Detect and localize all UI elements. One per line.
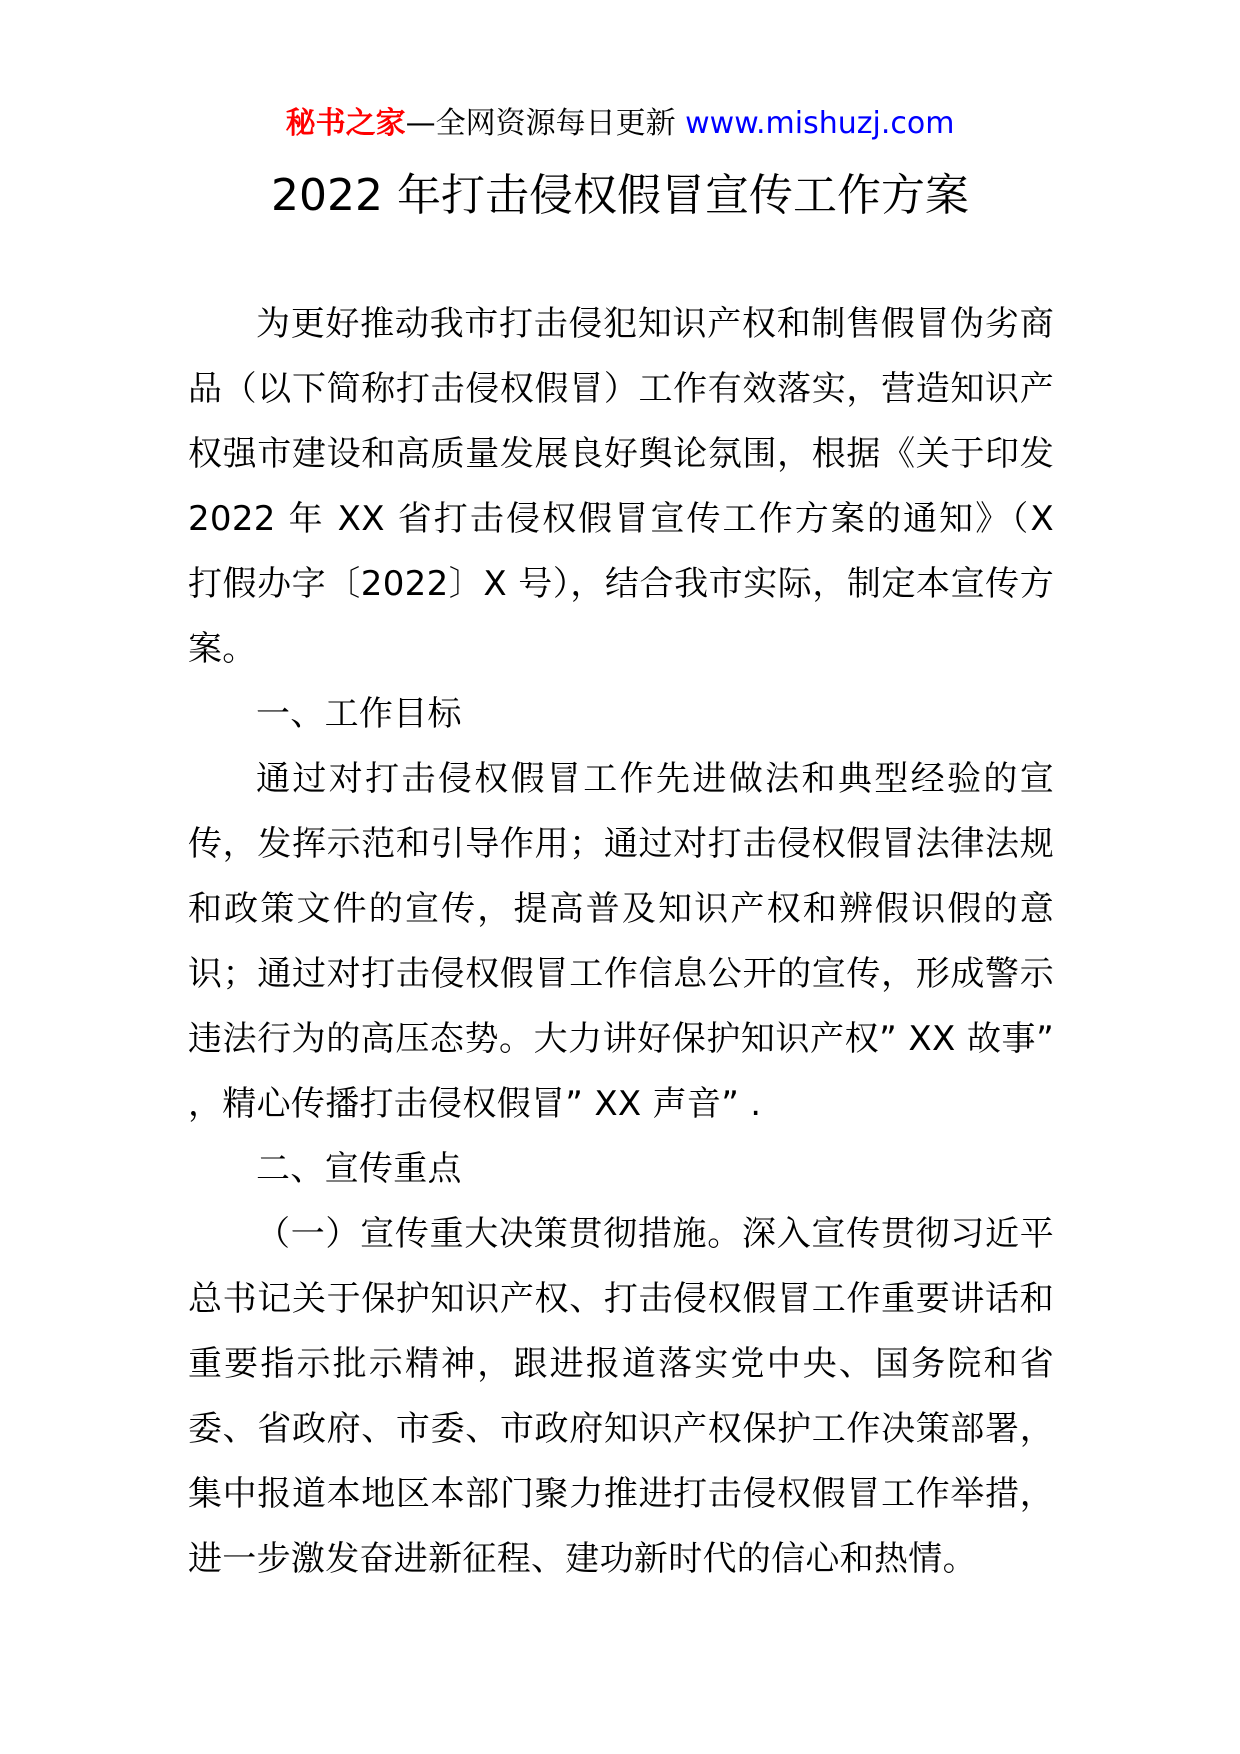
site-url-link[interactable]: www.mishuzj.com — [685, 106, 955, 141]
section-heading-goals: 一、工作目标 — [256, 694, 462, 734]
site-slogan: —全网资源每日更新 — [405, 106, 676, 141]
section-heading-focus: 二、宣传重点 — [256, 1149, 462, 1189]
document-body — [188, 292, 1054, 1592]
goals-paragraph: 通过对打击侵权假冒工作先进做法和典型经验的宣传，发挥示范和引导作用；通过对打击侵权假冒法律法规和政策文件的宣传，提高普及知识产权和辨假识假的意识；通过对打击侵权假冒工作信息公开的宣传，形成警示违法行为的高压态势。大力讲好保护知识产权” XX 故事” ，精心传播打击侵权假冒” XX 声音” . — [188, 759, 1054, 1124]
intro-paragraph: 为更好推动我市打击侵犯知识产权和制售假冒伪劣商品（以下简称打击侵权假冒）工作有效落实，营造知识产权强市建设和高质量发展良好舆论氛围，根据《关于印发 2022 年 XX 省打击侵权假冒宣传工作方案的通知》（X 打假办字〔2022〕X 号），结合我市实际，制定本宣传方案。 — [188, 304, 1054, 669]
site-brand: 秘书之家 — [285, 106, 406, 141]
site-header — [0, 104, 1240, 144]
focus-paragraph-1: （一）宣传重大决策贯彻措施。深入宣传贯彻习近平总书记关于保护知识产权、打击侵权假冒工作重要讲话和重要指示批示精神，跟进报道落实党中央、国务院和省委、省政府、市委、市政府知识产权保护工作决策部署，集中报道本地区本部门聚力推进打击侵权假冒工作举措，进一步激发奋进新征程、建功新时代的信心和热情。 — [188, 1214, 1054, 1579]
document-title: 2022 年打击侵权假冒宣传工作方案 — [271, 170, 969, 221]
